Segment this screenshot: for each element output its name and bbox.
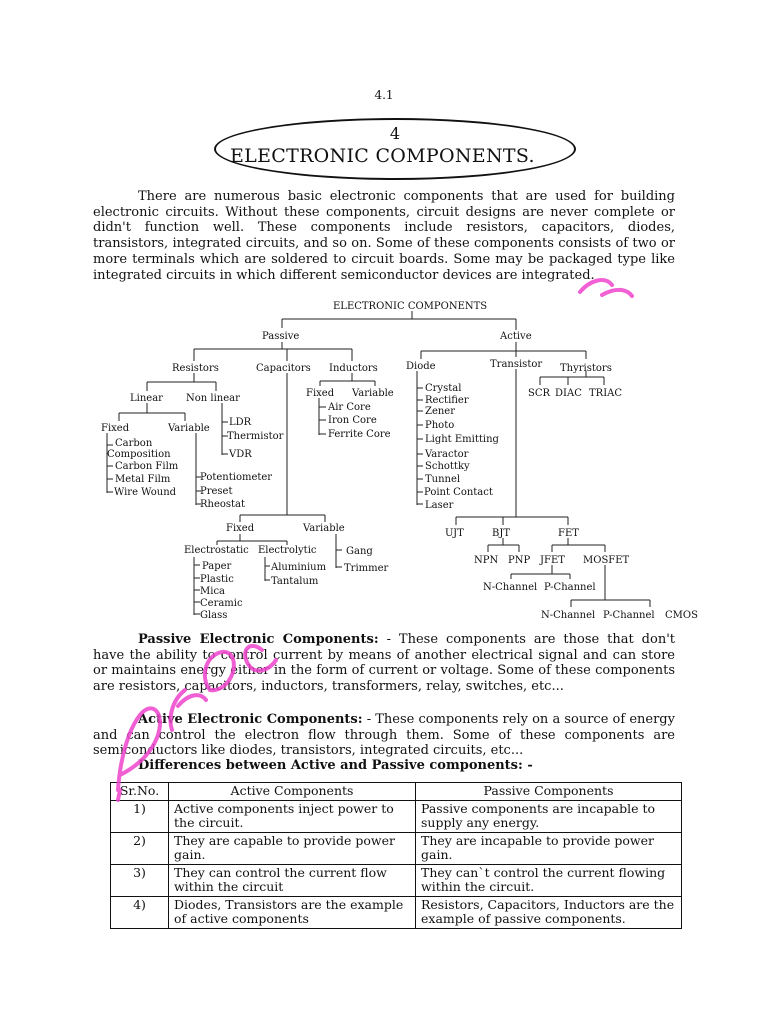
tree-gang-label: Gang — [346, 546, 373, 557]
table-row — [111, 800, 682, 832]
intro-paragraph: There are numerous basic electronic components that are used for building electronic circuits. Without these components, circuit designs are never complete or didn't function well. These components include resistors, capacitors, diodes, transistors, integrated circuits, and so on. Some of these components consists of two or more terminals which are soldered to circuit boards. Some may be packaged type like integrated circuits in which different semiconductor devices are integrated. — [93, 189, 675, 283]
tree-pnp-label: PNP — [508, 555, 531, 566]
tree-laser-label: Laser — [425, 500, 454, 511]
header-srno: Sr.No. — [111, 783, 169, 801]
tree-mosfet-pchannel-label: P-Channel — [603, 610, 655, 621]
tree-composition-label: Composition — [107, 449, 171, 460]
differences-heading: Differences between Active and Passive components: - — [138, 758, 533, 773]
tree-active-label: Active — [500, 331, 532, 342]
passive-heading: Passive Electronic Components: — [138, 632, 379, 647]
tree-rheostat-label: Rheostat — [200, 499, 246, 510]
tree-glass-label: Glass — [200, 610, 228, 621]
tree-point-contact-label: Point Contact — [424, 487, 493, 498]
table-row — [111, 896, 682, 928]
tree-iron-core-label: Iron Core — [328, 415, 377, 426]
table-cell: 3) — [111, 864, 169, 896]
header-active: Active Components — [169, 783, 416, 801]
active-text: - These components rely on a source of energy and can control the electron flow through them. Some of these components are semiconductors like diodes, transistors, integrated circuits, etc... — [93, 712, 675, 759]
tree-npn-label: NPN — [474, 555, 499, 566]
tree-bjt-label: BJT — [492, 528, 511, 539]
tree-air-core-label: Air Core — [328, 402, 371, 413]
tree-thermistor-label: Thermistor — [227, 431, 284, 442]
tree-vdr-label: VDR — [229, 449, 252, 460]
header-passive: Passive Components — [416, 783, 682, 801]
table-cell: 4) — [111, 896, 169, 928]
table-row — [111, 832, 682, 864]
tree-potentiometer-label: Potentiometer — [200, 472, 273, 483]
passive-paragraph — [93, 632, 675, 695]
tree-res-fixed-label: Fixed — [101, 423, 130, 434]
tree-diode-label: Diode — [406, 361, 436, 372]
tree-paper-label: Paper — [202, 561, 232, 572]
tree-metal-film-label: Metal Film — [115, 474, 171, 485]
tree-photo-label: Photo — [425, 420, 455, 431]
tree-carbon-label: Carbon — [115, 438, 153, 449]
table-cell: They can control the current flow within the circuit — [169, 864, 416, 896]
tree-zener-label: Zener — [425, 406, 456, 417]
tree-inductors-label: Inductors — [329, 363, 378, 374]
active-paragraph — [93, 712, 675, 759]
tree-ferrite-core-label: Ferrite Core — [328, 429, 391, 440]
tree-electrostatic-label: Electrostatic — [184, 545, 249, 556]
tree-ind-variable-label: Variable — [352, 388, 394, 399]
tree-crystal-label: Crystal — [425, 383, 462, 394]
tree-cmos-label: CMOS — [665, 610, 698, 621]
tree-passive-label: Passive — [262, 331, 300, 342]
tree-ldr-label: LDR — [229, 417, 252, 428]
tree-jfet-pchannel-label: P-Channel — [544, 582, 596, 593]
tree-ind-fixed-label: Fixed — [306, 388, 335, 399]
tree-tantalum-label: Tantalum — [271, 576, 319, 587]
tree-varactor-label: Varactor — [425, 449, 469, 460]
tree-cap-variable-label: Variable — [303, 523, 345, 534]
tree-thyristors-label: Thyristors — [560, 363, 612, 374]
tree-jfet-nchannel-label: N-Channel — [483, 582, 538, 593]
chapter-number: 4 — [389, 124, 401, 143]
tree-jfet-label: JFET — [540, 555, 565, 566]
table-cell: Active components inject power to the circuit. — [169, 800, 416, 832]
tree-preset-label: Preset — [200, 486, 233, 497]
tree-mosfet-nchannel-label: N-Channel — [541, 610, 596, 621]
components-tree-diagram — [0, 295, 768, 625]
tree-tunnel-label: Tunnel — [425, 474, 461, 485]
tree-root-label: ELECTRONIC COMPONENTS — [333, 301, 488, 312]
table-cell: Diodes, Transistors are the example of active components — [169, 896, 416, 928]
tree-plastic-label: Plastic — [200, 574, 234, 585]
table-cell: Resistors, Capacitors, Inductors are the example of passive components. — [416, 896, 682, 928]
tree-mica-label: Mica — [200, 586, 225, 597]
table-row — [111, 864, 682, 896]
table-cell: They are incapable to provide power gain. — [416, 832, 682, 864]
tree-electrolytic-label: Electrolytic — [258, 545, 317, 556]
passive-text: - These components are those that don't have the ability to control current by means of another electrical signal and can store or maintains energy either in the form of current or voltage. Some of these components are resistors, capacitors, inductors, transformers, relay, switches, etc... — [93, 632, 675, 695]
tree-scr-label: SCR — [528, 388, 551, 399]
page-number: 4.1 — [374, 88, 394, 102]
tree-linear-label: Linear — [130, 393, 163, 404]
tree-nonlinear-label: Non linear — [186, 393, 240, 404]
tree-ceramic-label: Ceramic — [200, 598, 243, 609]
table-cell: 2) — [111, 832, 169, 864]
tree-mosfet-label: MOSFET — [583, 555, 630, 566]
tree-rectifier-label: Rectifier — [425, 395, 469, 406]
table-cell: They can`t control the current flowing within the circuit. — [416, 864, 682, 896]
tree-res-variable-label: Variable — [168, 423, 210, 434]
tree-ujt-label: UJT — [445, 528, 464, 539]
differences-table — [110, 782, 682, 929]
tree-wire-wound-label: Wire Wound — [114, 487, 177, 498]
tree-schottky-label: Schottky — [425, 461, 470, 472]
chapter-title: ELECTRONIC COMPONENTS. — [230, 145, 535, 167]
tree-triac-label: TRIAC — [589, 388, 623, 399]
table-header-row — [111, 783, 682, 801]
tree-cap-fixed-label: Fixed — [226, 523, 255, 534]
tree-light-emitting-label: Light Emitting — [425, 434, 499, 445]
tree-capacitors-label: Capacitors — [256, 363, 311, 374]
tree-aluminium-label: Aluminium — [271, 562, 327, 573]
tree-trimmer-label: Trimmer — [344, 563, 389, 574]
tree-resistors-label: Resistors — [172, 363, 219, 374]
tree-fet-label: FET — [558, 528, 579, 539]
active-heading: Active Electronic Components: — [138, 712, 363, 727]
table-cell: They are capable to provide power gain. — [169, 832, 416, 864]
tree-diac-label: DIAC — [555, 388, 582, 399]
tree-transistor-label: Transistor — [490, 359, 543, 370]
table-cell: 1) — [111, 800, 169, 832]
tree-carbon-film-label: Carbon Film — [115, 461, 179, 472]
table-cell: Passive components are incapable to supply any energy. — [416, 800, 682, 832]
